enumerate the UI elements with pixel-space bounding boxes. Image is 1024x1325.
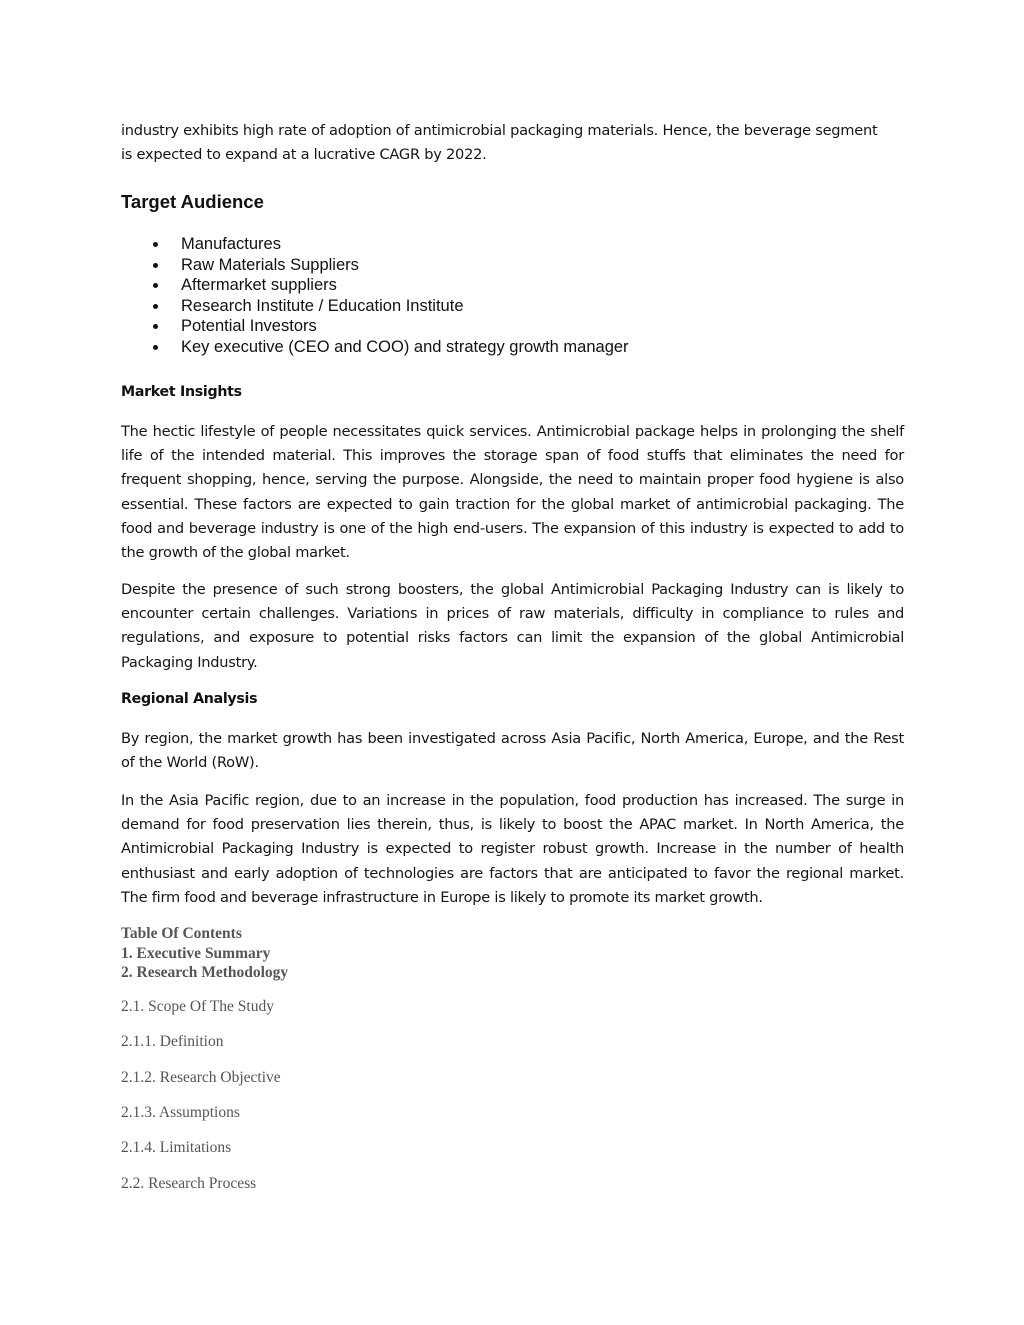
bullet-icon	[153, 283, 158, 288]
list-item-label: Key executive (CEO and COO) and strategy growth manager	[181, 337, 629, 356]
intro-line-2: is expected to expand at a lucrative CAGR by 2022.	[121, 146, 487, 164]
toc-item: 2.1.3. Assumptions	[121, 1104, 240, 1121]
bullet-icon	[153, 324, 158, 329]
toc-section-2: 2. Research Methodology	[121, 964, 289, 981]
bullet-icon	[153, 263, 158, 268]
market-insights-section	[121, 420, 904, 565]
toc-item: 2.1.2. Research Objective	[121, 1069, 281, 1086]
market-insights-heading: Market Insights	[121, 384, 242, 400]
regional-analysis-heading: Regional Analysis	[121, 691, 258, 707]
list-item	[121, 337, 629, 358]
list-item-label: Potential Investors	[181, 317, 317, 336]
intro-line-1: industry exhibits high rate of adoption of antimicrobial packaging materials. Hence, the beverage segment	[121, 122, 878, 139]
toc-item: 2.2. Research Process	[121, 1175, 257, 1192]
list-item-label: Manufactures	[181, 235, 281, 253]
bullet-icon	[153, 345, 158, 350]
list-item-label: Raw Materials Suppliers	[181, 255, 359, 274]
list-item	[121, 234, 629, 255]
toc-section-1: 1. Executive Summary	[121, 944, 271, 962]
list-item	[121, 275, 629, 296]
market-insights-section-2	[121, 578, 904, 675]
list-item	[121, 316, 629, 337]
toc-item: 2.1. Scope Of The Study	[121, 998, 274, 1015]
target-audience-list	[121, 234, 629, 358]
intro-paragraph	[121, 119, 904, 167]
toc-heading: Table Of Contents	[121, 925, 242, 942]
bullet-icon	[153, 242, 158, 247]
list-item	[121, 255, 629, 276]
market-insights-paragraph-2: Despite the presence of such strong boosters, the global Antimicrobial Packaging Industry can is likely to encounter certain challenges. Variations in prices of raw materials, difficulty in compliance to rules and regulations, and exposure to potential risks factors can limit the expansion of the global Antimicrobial Packaging Industry.	[121, 581, 904, 671]
bullet-icon	[153, 304, 158, 309]
target-audience-heading: Target Audience	[121, 191, 264, 212]
table-of-contents-header	[121, 924, 904, 983]
toc-item: 2.1.1. Definition	[121, 1033, 224, 1050]
regional-analysis-section-2	[121, 789, 904, 910]
regional-analysis-paragraph-1: By region, the market growth has been investigated across Asia Pacific, North America, Europe, and the Rest of the World (RoW).	[121, 730, 904, 772]
regional-analysis-section	[121, 727, 904, 775]
regional-analysis-paragraph-2: In the Asia Pacific region, due to an increase in the population, food production has increased. The surge in demand for food preservation lies therein, thus, is likely to boost the APAC market. In North America, the Antimicrobial Packaging Industry is expected to register robust growth. Increase in the number of health enthusiast and early adoption of technologies are factors that are anticipated to favor the regional market. The firm food and beverage infrastructure in Europe is likely to promote its market growth.	[121, 792, 904, 906]
market-insights-paragraph-1: The hectic lifestyle of people necessitates quick services. Antimicrobial package helps in prolonging the shelf life of the intended material. This improves the storage span of food stuffs that eliminates the need for frequent shopping, hence, serving the purpose. Alongside, the need to maintain proper food hygiene is also essential. These factors are expected to gain traction for the global market of antimicrobial packaging. The food and beverage industry is one of the high end-users. The expansion of this industry is expected to add to the growth of the global market.	[121, 423, 904, 562]
list-item	[121, 296, 629, 317]
list-item-label: Research Institute / Education Institute	[181, 296, 464, 315]
toc-item: 2.1.4. Limitations	[121, 1139, 232, 1156]
list-item-label: Aftermarket suppliers	[181, 276, 337, 295]
